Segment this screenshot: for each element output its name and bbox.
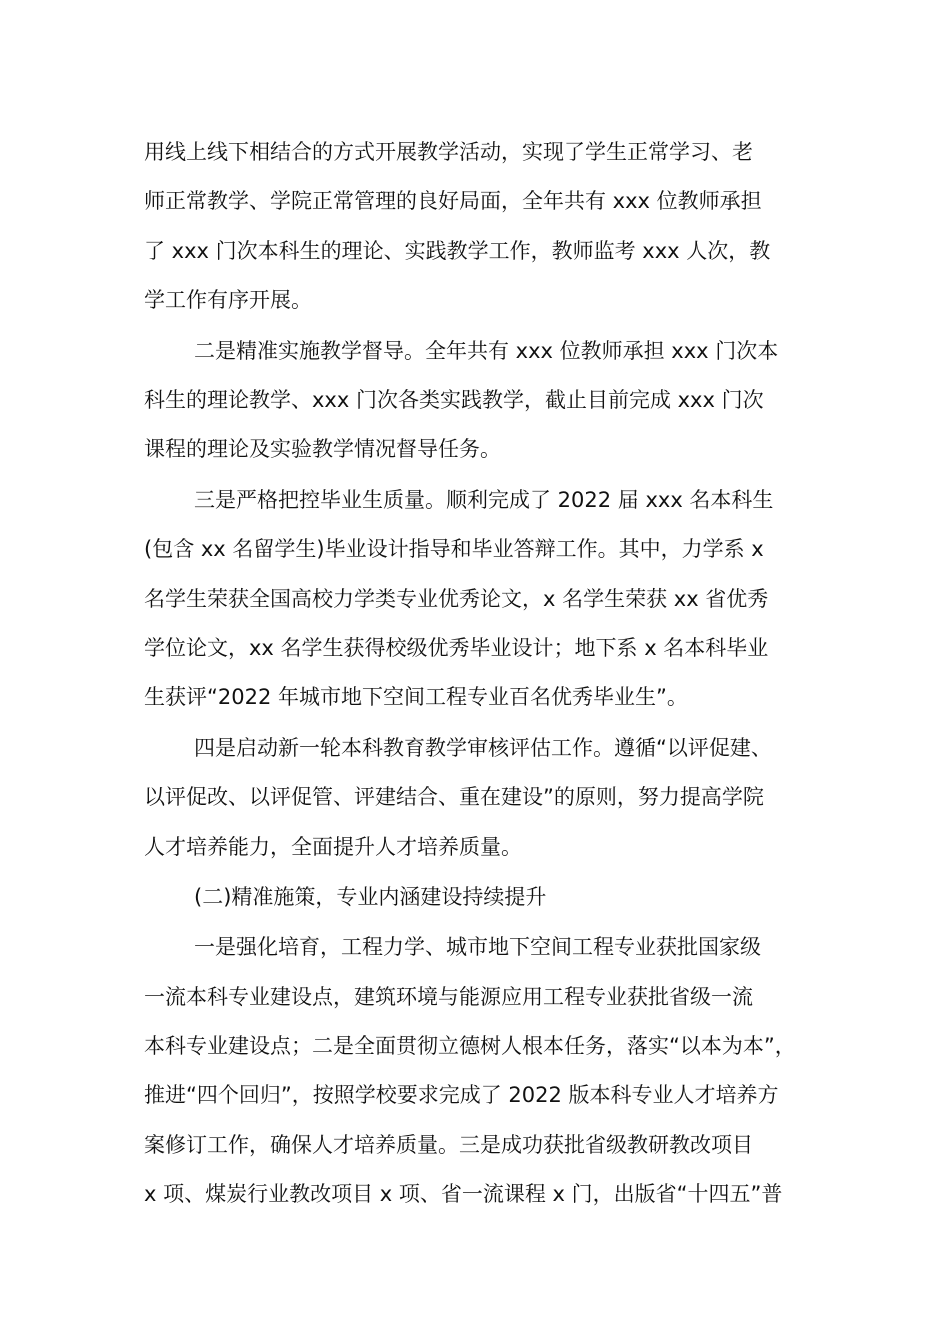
text-line: 一流本科专业建设点，建筑环境与能源应用工程专业获批省级一流: [144, 985, 753, 1009]
paragraph-start-line: 二是精准实施教学督导。全年共有 xxx 位教师承担 xxx 门次本: [194, 339, 779, 363]
text-line: 案修订工作，确保人才培养质量。三是成功获批省级教研教改项目: [144, 1133, 753, 1157]
text-line: 了 xxx 门次本科生的理论、实践教学工作，教师监考 xxx 人次，教: [144, 239, 771, 263]
paragraph-start-line: 一是强化培育，工程力学、城市地下空间工程专业获批国家级: [194, 935, 761, 959]
paragraph-start-line: 四是启动新一轮本科教育教学审核评估工作。遵循“以评促建、: [194, 736, 772, 760]
text-line: 生获评“2022 年城市地下空间工程专业百名优秀毕业生”。: [144, 685, 688, 709]
text-line: (包含 xx 名留学生)毕业设计指导和毕业答辩工作。其中，力学系 x: [144, 537, 764, 561]
text-line: 学位论文，xx 名学生获得校级优秀毕业设计；地下系 x 名本科毕业: [144, 636, 769, 660]
text-line: x 项、煤炭行业教改项目 x 项、省一流课程 x 门，出版省“十四五”普: [144, 1182, 783, 1206]
text-line: 用线上线下相结合的方式开展教学活动，实现了学生正常学习、老: [144, 140, 753, 164]
text-line: 科生的理论教学、xxx 门次各类实践教学，截止目前完成 xxx 门次: [144, 388, 764, 412]
paragraph-start-line: 三是严格把控毕业生质量。顺利完成了 2022 届 xxx 名本科生: [194, 488, 774, 512]
text-line: 名学生荣获全国高校力学类专业优秀论文，x 名学生荣获 xx 省优秀: [144, 587, 769, 611]
section-heading: (二)精准施策，专业内涵建设持续提升: [194, 885, 547, 909]
text-line: 以评促改、以评促管、评建结合、重在建设”的原则，努力提高学院: [144, 785, 764, 809]
text-line: 师正常教学、学院正常管理的良好局面，全年共有 xxx 位教师承担: [144, 189, 762, 213]
text-line: 学工作有序开展。: [144, 288, 312, 312]
text-line: 课程的理论及实验教学情况督导任务。: [144, 437, 501, 461]
text-line: 本科专业建设点；二是全面贯彻立德树人根本任务，落实“以本为本”，: [144, 1034, 796, 1058]
text-line: 人才培养能力，全面提升人才培养质量。: [144, 835, 522, 859]
text-line: 推进“四个回归”，按照学校要求完成了 2022 版本科专业人才培养方: [144, 1083, 779, 1107]
